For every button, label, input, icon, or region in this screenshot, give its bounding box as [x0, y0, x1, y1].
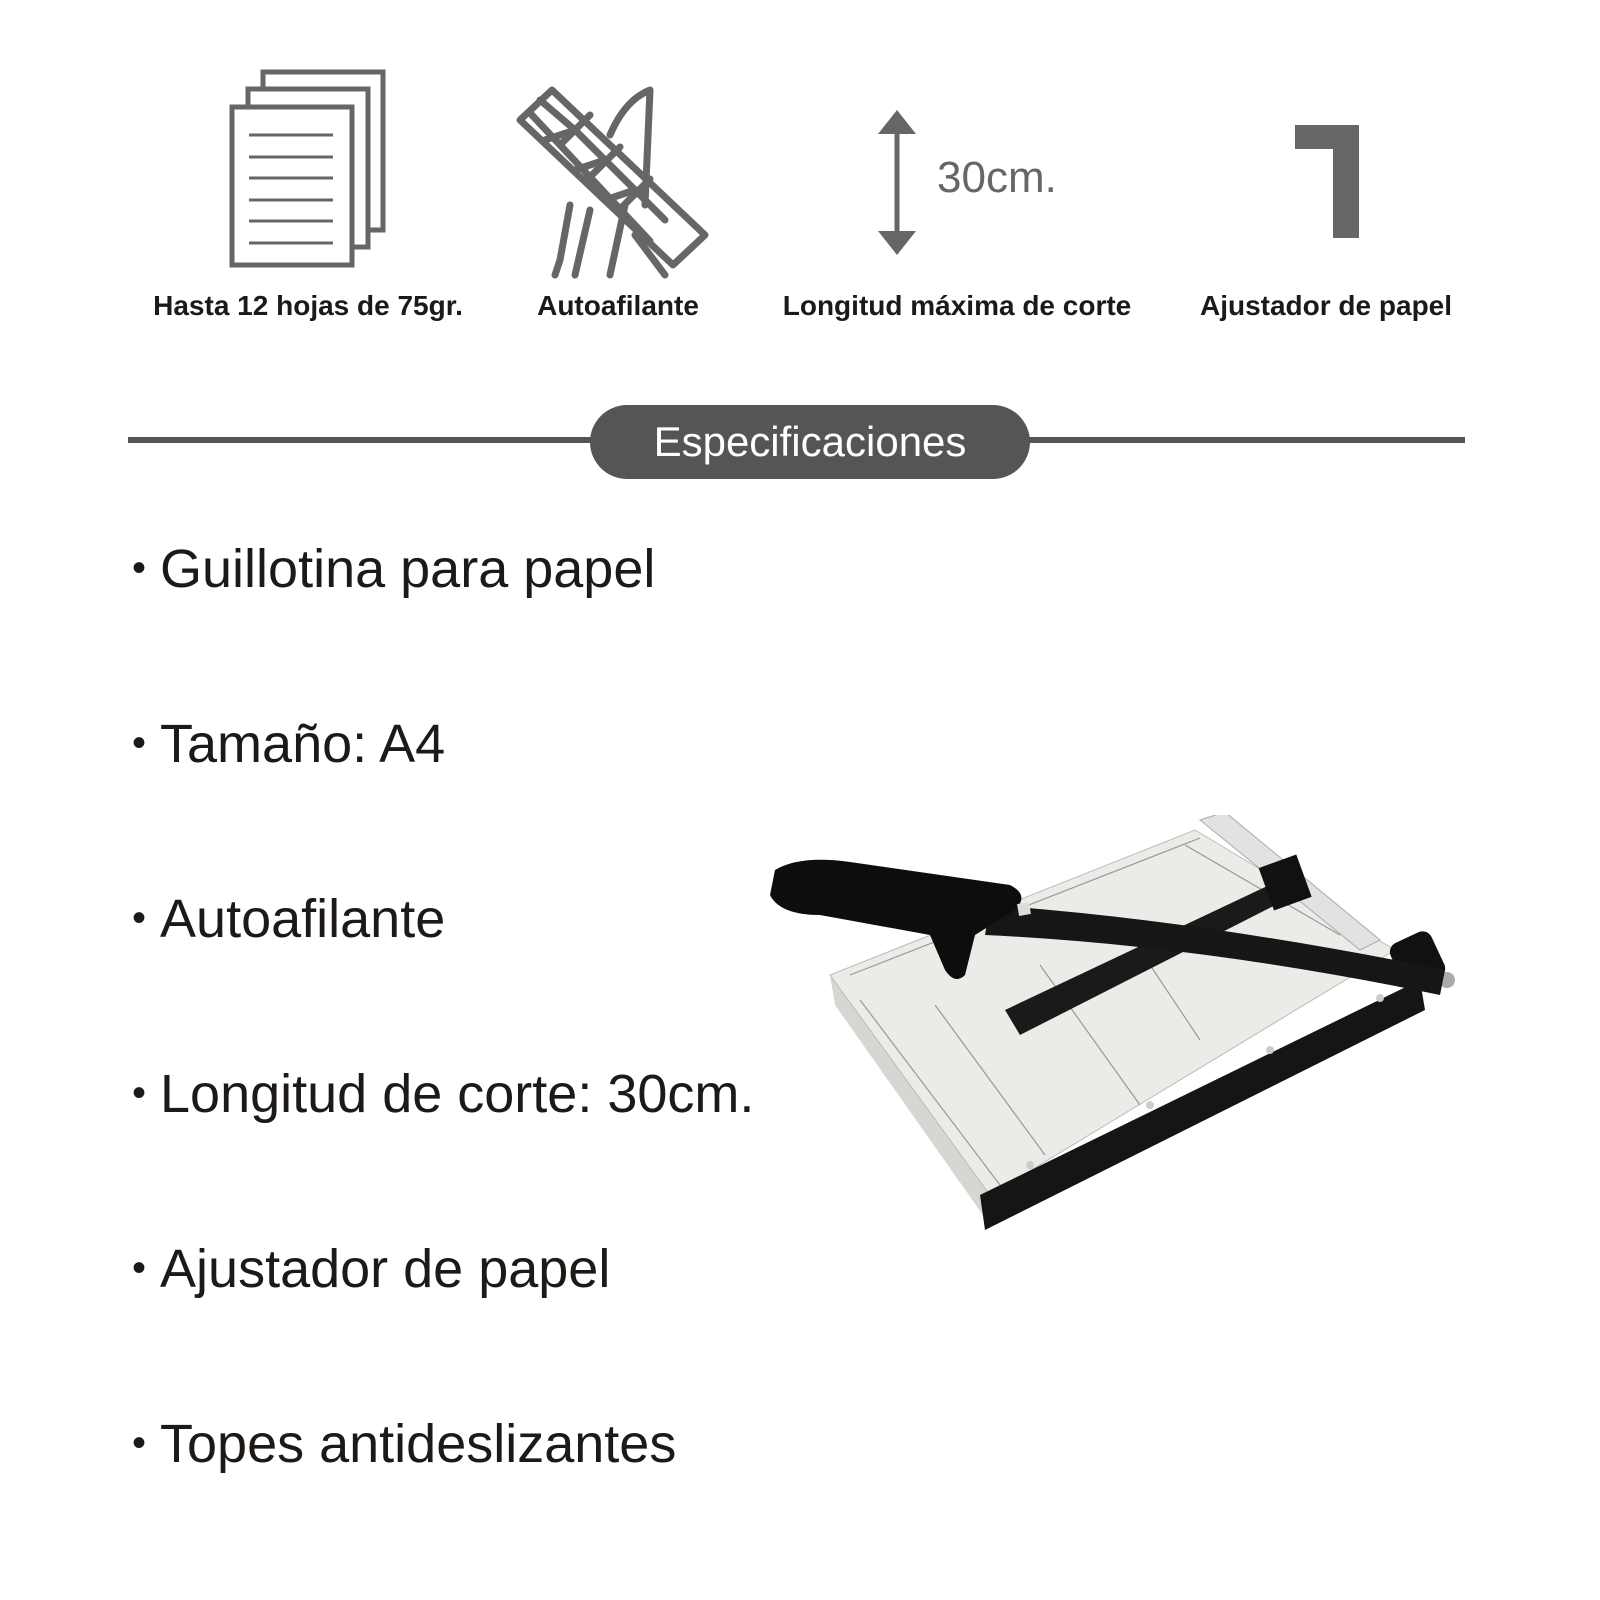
spec-item — [132, 538, 655, 600]
spec-item — [132, 888, 445, 950]
spec-text: Topes antideslizantes — [160, 1414, 677, 1474]
bullet-dot: • — [132, 546, 147, 590]
vertical-arrow-icon — [875, 110, 919, 255]
section-title: Especificaciones — [590, 405, 1030, 479]
self-sharpening-blade-icon — [515, 85, 715, 285]
cut-length-measure: 30cm. — [937, 153, 1057, 202]
spec-item — [132, 1413, 676, 1475]
feature-label-cut-length: Longitud máxima de corte — [782, 290, 1132, 321]
feature-label-paper-adjuster: Ajustador de papel — [1199, 290, 1453, 321]
bullet-dot: • — [132, 1421, 147, 1465]
feature-label-sheets: Hasta 12 hojas de 75gr. — [153, 290, 463, 321]
spec-text: Ajustador de papel — [160, 1239, 611, 1299]
spec-text: Autoafilante — [160, 889, 446, 949]
spec-item — [132, 713, 445, 775]
bullet-dot: • — [132, 1246, 147, 1290]
feature-label-self-sharpening: Autoafilante — [537, 290, 699, 321]
bullet-dot: • — [132, 1071, 147, 1115]
paper-adjuster-icon — [1295, 125, 1360, 240]
divider-right — [1020, 437, 1465, 443]
paper-stack-icon — [225, 65, 390, 275]
spec-text: Longitud de corte: 30cm. — [160, 1064, 755, 1124]
spec-item — [132, 1238, 610, 1300]
divider-left — [128, 437, 598, 443]
spec-text: Guillotina para papel — [160, 539, 656, 599]
guillotine-product-image — [760, 815, 1480, 1235]
bullet-dot: • — [132, 721, 147, 765]
spec-item — [132, 1063, 754, 1125]
bullet-dot: • — [132, 896, 147, 940]
spec-text: Tamaño: A4 — [160, 714, 446, 774]
